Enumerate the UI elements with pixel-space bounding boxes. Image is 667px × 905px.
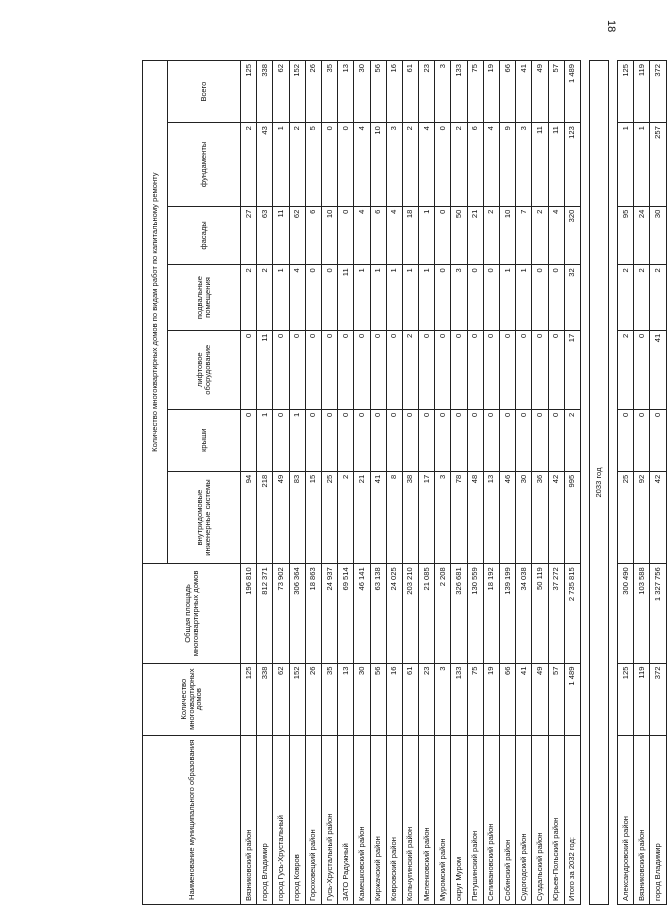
row-value-cell: 34 038 bbox=[516, 564, 532, 663]
header-work: Всего bbox=[168, 61, 241, 123]
row-value-cell: 56 bbox=[370, 61, 386, 123]
row-value-cell: 18 bbox=[402, 206, 418, 265]
row-value-cell: 0 bbox=[354, 409, 370, 471]
row-value-cell: 2 bbox=[532, 206, 548, 265]
row-value-cell: 21 bbox=[354, 471, 370, 564]
row-value-cell: 218 bbox=[257, 471, 273, 564]
row-value-cell: 1 bbox=[257, 409, 273, 471]
header-work: фасады bbox=[168, 206, 241, 265]
row-value-cell: 63 bbox=[257, 206, 273, 265]
row-value-cell: 0 bbox=[321, 123, 337, 206]
row-value-cell: 0 bbox=[467, 330, 483, 409]
row-value-cell: 10 bbox=[370, 123, 386, 206]
row-name-cell: Гороховецкий район bbox=[305, 735, 321, 904]
row-value-cell: 41 bbox=[516, 61, 532, 123]
row-name-cell: Александровский район bbox=[617, 735, 633, 904]
row-value-cell: 94 bbox=[241, 471, 257, 564]
row-value-cell: 30 bbox=[516, 471, 532, 564]
row-value-cell: 130 559 bbox=[467, 564, 483, 663]
row-value-cell: 24 bbox=[634, 206, 650, 265]
row-value-cell: 16 bbox=[386, 663, 402, 735]
row-value-cell: 995 bbox=[564, 471, 580, 564]
row-value-cell: 0 bbox=[483, 330, 499, 409]
row-value-cell: 0 bbox=[273, 409, 289, 471]
row-value-cell: 0 bbox=[386, 409, 402, 471]
row-value-cell: 48 bbox=[467, 471, 483, 564]
row-value-cell: 203 210 bbox=[402, 564, 418, 663]
table-section-2033 bbox=[580, 61, 617, 905]
header-work: фундаменты bbox=[168, 123, 241, 206]
row-value-cell: 11 bbox=[338, 265, 354, 330]
row-value-cell: 36 bbox=[532, 471, 548, 564]
row-value-cell: 2 bbox=[483, 206, 499, 265]
row-value-cell: 326 681 bbox=[451, 564, 467, 663]
row-value-cell: 2 bbox=[617, 265, 633, 330]
row-value-cell: 0 bbox=[451, 409, 467, 471]
row-name-cell: Собинский район bbox=[500, 735, 516, 904]
row-value-cell: 0 bbox=[370, 330, 386, 409]
row-name-cell: Ковровский район bbox=[386, 735, 402, 904]
header-area: Общая площадь многоквартирных домов bbox=[143, 564, 241, 663]
row-value-cell: 46 bbox=[500, 471, 516, 564]
row-value-cell: 4 bbox=[548, 206, 564, 265]
row-name-cell: город Гусь-Хрустальный bbox=[273, 735, 289, 904]
row-value-cell: 3 bbox=[386, 123, 402, 206]
row-value-cell: 73 902 bbox=[273, 564, 289, 663]
table-row bbox=[500, 61, 516, 905]
row-value-cell: 41 bbox=[370, 471, 386, 564]
row-value-cell: 66 bbox=[500, 663, 516, 735]
row-value-cell: 11 bbox=[532, 123, 548, 206]
row-value-cell: 7 bbox=[516, 206, 532, 265]
row-value-cell: 35 bbox=[321, 663, 337, 735]
table-row bbox=[257, 61, 273, 905]
row-value-cell: 257 bbox=[650, 123, 666, 206]
header-work: лифтовое оборудование bbox=[168, 330, 241, 409]
row-value-cell: 4 bbox=[419, 123, 435, 206]
table-row bbox=[419, 61, 435, 905]
row-value-cell: 0 bbox=[500, 330, 516, 409]
header-work-group: Количество многоквартирных домов по видам работ по капитальному ремонту bbox=[143, 61, 168, 564]
row-value-cell: 0 bbox=[634, 409, 650, 471]
row-value-cell: 1 bbox=[516, 265, 532, 330]
row-value-cell: 2 bbox=[257, 265, 273, 330]
row-value-cell: 25 bbox=[617, 471, 633, 564]
row-value-cell: 42 bbox=[650, 471, 666, 564]
row-value-cell: 812 371 bbox=[257, 564, 273, 663]
row-value-cell: 0 bbox=[650, 409, 666, 471]
table-row bbox=[370, 61, 386, 905]
row-value-cell: 57 bbox=[548, 61, 564, 123]
row-value-cell: 152 bbox=[289, 663, 305, 735]
row-name-cell: Муромский район bbox=[435, 735, 451, 904]
table-row bbox=[617, 61, 633, 905]
row-value-cell: 30 bbox=[354, 663, 370, 735]
row-value-cell: 306 364 bbox=[289, 564, 305, 663]
row-value-cell: 133 bbox=[451, 61, 467, 123]
row-value-cell: 2 bbox=[241, 123, 257, 206]
row-value-cell: 0 bbox=[386, 330, 402, 409]
row-value-cell: 11 bbox=[257, 330, 273, 409]
row-value-cell: 24 937 bbox=[321, 564, 337, 663]
row-value-cell: 3 bbox=[451, 265, 467, 330]
row-value-cell: 17 bbox=[419, 471, 435, 564]
row-value-cell: 1 bbox=[634, 123, 650, 206]
row-value-cell: 1 bbox=[354, 265, 370, 330]
row-name-cell: город Владимир bbox=[650, 735, 666, 904]
row-value-cell: 372 bbox=[650, 663, 666, 735]
row-value-cell: 21 bbox=[467, 206, 483, 265]
row-value-cell: 0 bbox=[419, 409, 435, 471]
row-value-cell: 24 025 bbox=[386, 564, 402, 663]
table-row bbox=[548, 61, 564, 905]
row-value-cell: 49 bbox=[273, 471, 289, 564]
table-row bbox=[338, 61, 354, 905]
row-value-cell: 49 bbox=[532, 663, 548, 735]
gap-cell bbox=[608, 61, 617, 905]
row-value-cell: 0 bbox=[305, 409, 321, 471]
row-value-cell: 119 bbox=[634, 61, 650, 123]
row-value-cell: 1 bbox=[500, 265, 516, 330]
row-value-cell: 0 bbox=[467, 265, 483, 330]
row-value-cell: 338 bbox=[257, 663, 273, 735]
row-value-cell: 0 bbox=[419, 330, 435, 409]
row-value-cell: 11 bbox=[548, 123, 564, 206]
row-value-cell: 0 bbox=[338, 330, 354, 409]
table-row bbox=[321, 61, 337, 905]
row-value-cell: 4 bbox=[483, 123, 499, 206]
row-value-cell: 0 bbox=[370, 409, 386, 471]
row-value-cell: 1 bbox=[419, 206, 435, 265]
row-value-cell: 0 bbox=[321, 265, 337, 330]
row-value-cell: 5 bbox=[305, 123, 321, 206]
row-value-cell: 123 bbox=[564, 123, 580, 206]
row-value-cell: 0 bbox=[321, 330, 337, 409]
row-name-cell: округ Муром bbox=[451, 735, 467, 904]
table-body-2032 bbox=[241, 61, 581, 905]
table-row bbox=[634, 61, 650, 905]
row-value-cell: 2 bbox=[241, 265, 257, 330]
row-value-cell: 0 bbox=[321, 409, 337, 471]
row-name-cell: Гусь-Хрустальный район bbox=[321, 735, 337, 904]
row-value-cell: 26 bbox=[305, 663, 321, 735]
row-value-cell: 43 bbox=[257, 123, 273, 206]
row-name-cell: ЗАТО Радужный bbox=[338, 735, 354, 904]
row-name-cell: Вязниковский район bbox=[241, 735, 257, 904]
row-value-cell: 49 bbox=[532, 61, 548, 123]
row-value-cell: 18 192 bbox=[483, 564, 499, 663]
row-value-cell: 119 bbox=[634, 663, 650, 735]
row-value-cell: 37 272 bbox=[548, 564, 564, 663]
row-name-cell: Юрьев-Польский район bbox=[548, 735, 564, 904]
row-name-cell: город Владимир bbox=[257, 735, 273, 904]
row-value-cell: 18 863 bbox=[305, 564, 321, 663]
row-value-cell: 338 bbox=[257, 61, 273, 123]
row-value-cell: 152 bbox=[289, 61, 305, 123]
row-value-cell: 2 bbox=[402, 123, 418, 206]
row-value-cell: 61 bbox=[402, 663, 418, 735]
row-value-cell: 0 bbox=[516, 330, 532, 409]
row-value-cell: 8 bbox=[386, 471, 402, 564]
table-row bbox=[650, 61, 666, 905]
table-row bbox=[483, 61, 499, 905]
header-name: Наименование муниципального образования bbox=[143, 735, 241, 904]
table-row bbox=[305, 61, 321, 905]
row-value-cell: 1 bbox=[273, 265, 289, 330]
row-value-cell: 3 bbox=[435, 663, 451, 735]
row-value-cell: 10 bbox=[500, 206, 516, 265]
row-value-cell: 0 bbox=[532, 330, 548, 409]
row-value-cell: 57 bbox=[548, 663, 564, 735]
row-value-cell: 21 085 bbox=[419, 564, 435, 663]
row-value-cell: 0 bbox=[241, 409, 257, 471]
row-value-cell: 27 bbox=[241, 206, 257, 265]
row-value-cell: 0 bbox=[338, 123, 354, 206]
row-value-cell: 2 bbox=[650, 265, 666, 330]
row-value-cell: 0 bbox=[500, 409, 516, 471]
row-value-cell: 63 138 bbox=[370, 564, 386, 663]
row-value-cell: 0 bbox=[516, 409, 532, 471]
row-value-cell: 0 bbox=[532, 409, 548, 471]
row-value-cell: 2 735 815 bbox=[564, 564, 580, 663]
row-value-cell: 50 119 bbox=[532, 564, 548, 663]
row-value-cell: 2 bbox=[338, 471, 354, 564]
row-value-cell: 62 bbox=[273, 61, 289, 123]
header-count: Количество многоквартирных домов bbox=[143, 663, 241, 735]
table-row bbox=[386, 61, 402, 905]
row-value-cell: 0 bbox=[241, 330, 257, 409]
row-value-cell: 6 bbox=[370, 206, 386, 265]
row-name-cell: Петушинский район bbox=[467, 735, 483, 904]
row-value-cell: 0 bbox=[273, 330, 289, 409]
header-work: крыши bbox=[168, 409, 241, 471]
row-value-cell: 0 bbox=[548, 265, 564, 330]
row-value-cell: 10 bbox=[321, 206, 337, 265]
row-value-cell: 19 bbox=[483, 61, 499, 123]
row-value-cell: 75 bbox=[467, 663, 483, 735]
row-name-cell: Селивановский район bbox=[483, 735, 499, 904]
row-value-cell: 4 bbox=[386, 206, 402, 265]
row-value-cell: 13 bbox=[338, 663, 354, 735]
row-value-cell: 0 bbox=[435, 409, 451, 471]
row-value-cell: 1 bbox=[386, 265, 402, 330]
row-value-cell: 1 bbox=[617, 123, 633, 206]
row-value-cell: 0 bbox=[634, 330, 650, 409]
row-name-cell: Вязниковский район bbox=[634, 735, 650, 904]
row-value-cell: 2 bbox=[634, 265, 650, 330]
row-name-cell: Кольчугинский район bbox=[402, 735, 418, 904]
row-value-cell: 0 bbox=[338, 206, 354, 265]
row-value-cell: 0 bbox=[467, 409, 483, 471]
row-value-cell: 30 bbox=[650, 206, 666, 265]
row-value-cell: 125 bbox=[617, 61, 633, 123]
row-value-cell: 32 bbox=[564, 265, 580, 330]
row-value-cell: 103 588 bbox=[634, 564, 650, 663]
row-value-cell: 16 bbox=[386, 61, 402, 123]
row-value-cell: 0 bbox=[548, 409, 564, 471]
row-value-cell: 75 bbox=[467, 61, 483, 123]
row-value-cell: 92 bbox=[634, 471, 650, 564]
row-name-cell: Итого за 2032 год: bbox=[564, 735, 580, 904]
header-work: подвальные помещения bbox=[168, 265, 241, 330]
row-value-cell: 2 bbox=[451, 123, 467, 206]
row-value-cell: 66 bbox=[500, 61, 516, 123]
row-value-cell: 41 bbox=[516, 663, 532, 735]
row-value-cell: 3 bbox=[435, 471, 451, 564]
table-row bbox=[402, 61, 418, 905]
row-value-cell: 15 bbox=[305, 471, 321, 564]
capital-repair-table bbox=[142, 60, 667, 905]
row-value-cell: 42 bbox=[548, 471, 564, 564]
header-work: внутридомовые инженерные системы bbox=[168, 471, 241, 564]
row-value-cell: 1 bbox=[402, 265, 418, 330]
table-row bbox=[241, 61, 257, 905]
row-value-cell: 0 bbox=[483, 265, 499, 330]
row-value-cell: 0 bbox=[435, 123, 451, 206]
row-value-cell: 125 bbox=[241, 61, 257, 123]
row-name-cell: Камешковский район bbox=[354, 735, 370, 904]
row-value-cell: 1 489 bbox=[564, 663, 580, 735]
table-row bbox=[289, 61, 305, 905]
row-value-cell: 11 bbox=[273, 206, 289, 265]
row-name-cell: Меленковский район bbox=[419, 735, 435, 904]
table-row bbox=[435, 61, 451, 905]
row-value-cell: 1 bbox=[273, 123, 289, 206]
row-value-cell: 2 bbox=[564, 409, 580, 471]
row-value-cell: 35 bbox=[321, 61, 337, 123]
row-value-cell: 0 bbox=[354, 330, 370, 409]
row-value-cell: 4 bbox=[289, 265, 305, 330]
row-name-cell: Киржачский район bbox=[370, 735, 386, 904]
row-value-cell: 300 490 bbox=[617, 564, 633, 663]
row-value-cell: 62 bbox=[273, 663, 289, 735]
row-value-cell: 133 bbox=[451, 663, 467, 735]
row-value-cell: 125 bbox=[617, 663, 633, 735]
row-value-cell: 1 327 756 bbox=[650, 564, 666, 663]
row-value-cell: 0 bbox=[305, 330, 321, 409]
row-name-cell: Суздальский район bbox=[532, 735, 548, 904]
row-value-cell: 13 bbox=[338, 61, 354, 123]
row-value-cell: 0 bbox=[435, 265, 451, 330]
row-value-cell: 83 bbox=[289, 471, 305, 564]
row-value-cell: 2 bbox=[289, 123, 305, 206]
row-value-cell: 38 bbox=[402, 471, 418, 564]
row-value-cell: 0 bbox=[548, 330, 564, 409]
table-row bbox=[516, 61, 532, 905]
row-value-cell: 6 bbox=[467, 123, 483, 206]
row-value-cell: 61 bbox=[402, 61, 418, 123]
row-value-cell: 4 bbox=[354, 123, 370, 206]
table-row bbox=[532, 61, 548, 905]
table-row bbox=[273, 61, 289, 905]
row-value-cell: 196 810 bbox=[241, 564, 257, 663]
row-value-cell: 19 bbox=[483, 663, 499, 735]
rotated-table-container bbox=[142, 60, 662, 905]
row-value-cell: 125 bbox=[241, 663, 257, 735]
row-value-cell: 56 bbox=[370, 663, 386, 735]
row-value-cell: 0 bbox=[402, 409, 418, 471]
row-value-cell: 0 bbox=[435, 206, 451, 265]
row-value-cell: 1 bbox=[289, 409, 305, 471]
row-value-cell: 320 bbox=[564, 206, 580, 265]
row-value-cell: 0 bbox=[617, 409, 633, 471]
row-value-cell: 1 bbox=[370, 265, 386, 330]
row-value-cell: 372 bbox=[650, 61, 666, 123]
page-number: 18 bbox=[605, 20, 617, 33]
table-row bbox=[354, 61, 370, 905]
row-value-cell: 23 bbox=[419, 61, 435, 123]
row-value-cell: 0 bbox=[338, 409, 354, 471]
row-value-cell: 3 bbox=[435, 61, 451, 123]
row-value-cell: 0 bbox=[483, 409, 499, 471]
row-value-cell: 23 bbox=[419, 663, 435, 735]
row-value-cell: 9 bbox=[500, 123, 516, 206]
row-value-cell: 25 bbox=[321, 471, 337, 564]
row-value-cell: 2 bbox=[402, 330, 418, 409]
table-row bbox=[467, 61, 483, 905]
row-value-cell: 0 bbox=[532, 265, 548, 330]
table-body-2033 bbox=[617, 61, 666, 905]
row-value-cell: 0 bbox=[435, 330, 451, 409]
row-value-cell: 41 bbox=[650, 330, 666, 409]
table-row bbox=[564, 61, 580, 905]
row-value-cell: 26 bbox=[305, 61, 321, 123]
gap-cell bbox=[580, 61, 589, 905]
row-value-cell: 0 bbox=[451, 330, 467, 409]
row-value-cell: 1 489 bbox=[564, 61, 580, 123]
row-value-cell: 50 bbox=[451, 206, 467, 265]
row-name-cell: город Ковров bbox=[289, 735, 305, 904]
row-value-cell: 139 199 bbox=[500, 564, 516, 663]
row-value-cell: 78 bbox=[451, 471, 467, 564]
row-value-cell: 62 bbox=[289, 206, 305, 265]
row-value-cell: 13 bbox=[483, 471, 499, 564]
row-value-cell: 69 514 bbox=[338, 564, 354, 663]
row-value-cell: 0 bbox=[305, 265, 321, 330]
row-name-cell: Судогодский район bbox=[516, 735, 532, 904]
row-value-cell: 46 141 bbox=[354, 564, 370, 663]
row-value-cell: 17 bbox=[564, 330, 580, 409]
row-value-cell: 2 bbox=[617, 330, 633, 409]
table-row bbox=[451, 61, 467, 905]
row-value-cell: 95 bbox=[617, 206, 633, 265]
section-title-2033: 2033 год bbox=[589, 61, 608, 905]
row-value-cell: 6 bbox=[305, 206, 321, 265]
row-value-cell: 3 bbox=[516, 123, 532, 206]
row-value-cell: 1 bbox=[419, 265, 435, 330]
row-value-cell: 0 bbox=[289, 330, 305, 409]
row-value-cell: 30 bbox=[354, 61, 370, 123]
row-value-cell: 2 208 bbox=[435, 564, 451, 663]
row-value-cell: 4 bbox=[354, 206, 370, 265]
